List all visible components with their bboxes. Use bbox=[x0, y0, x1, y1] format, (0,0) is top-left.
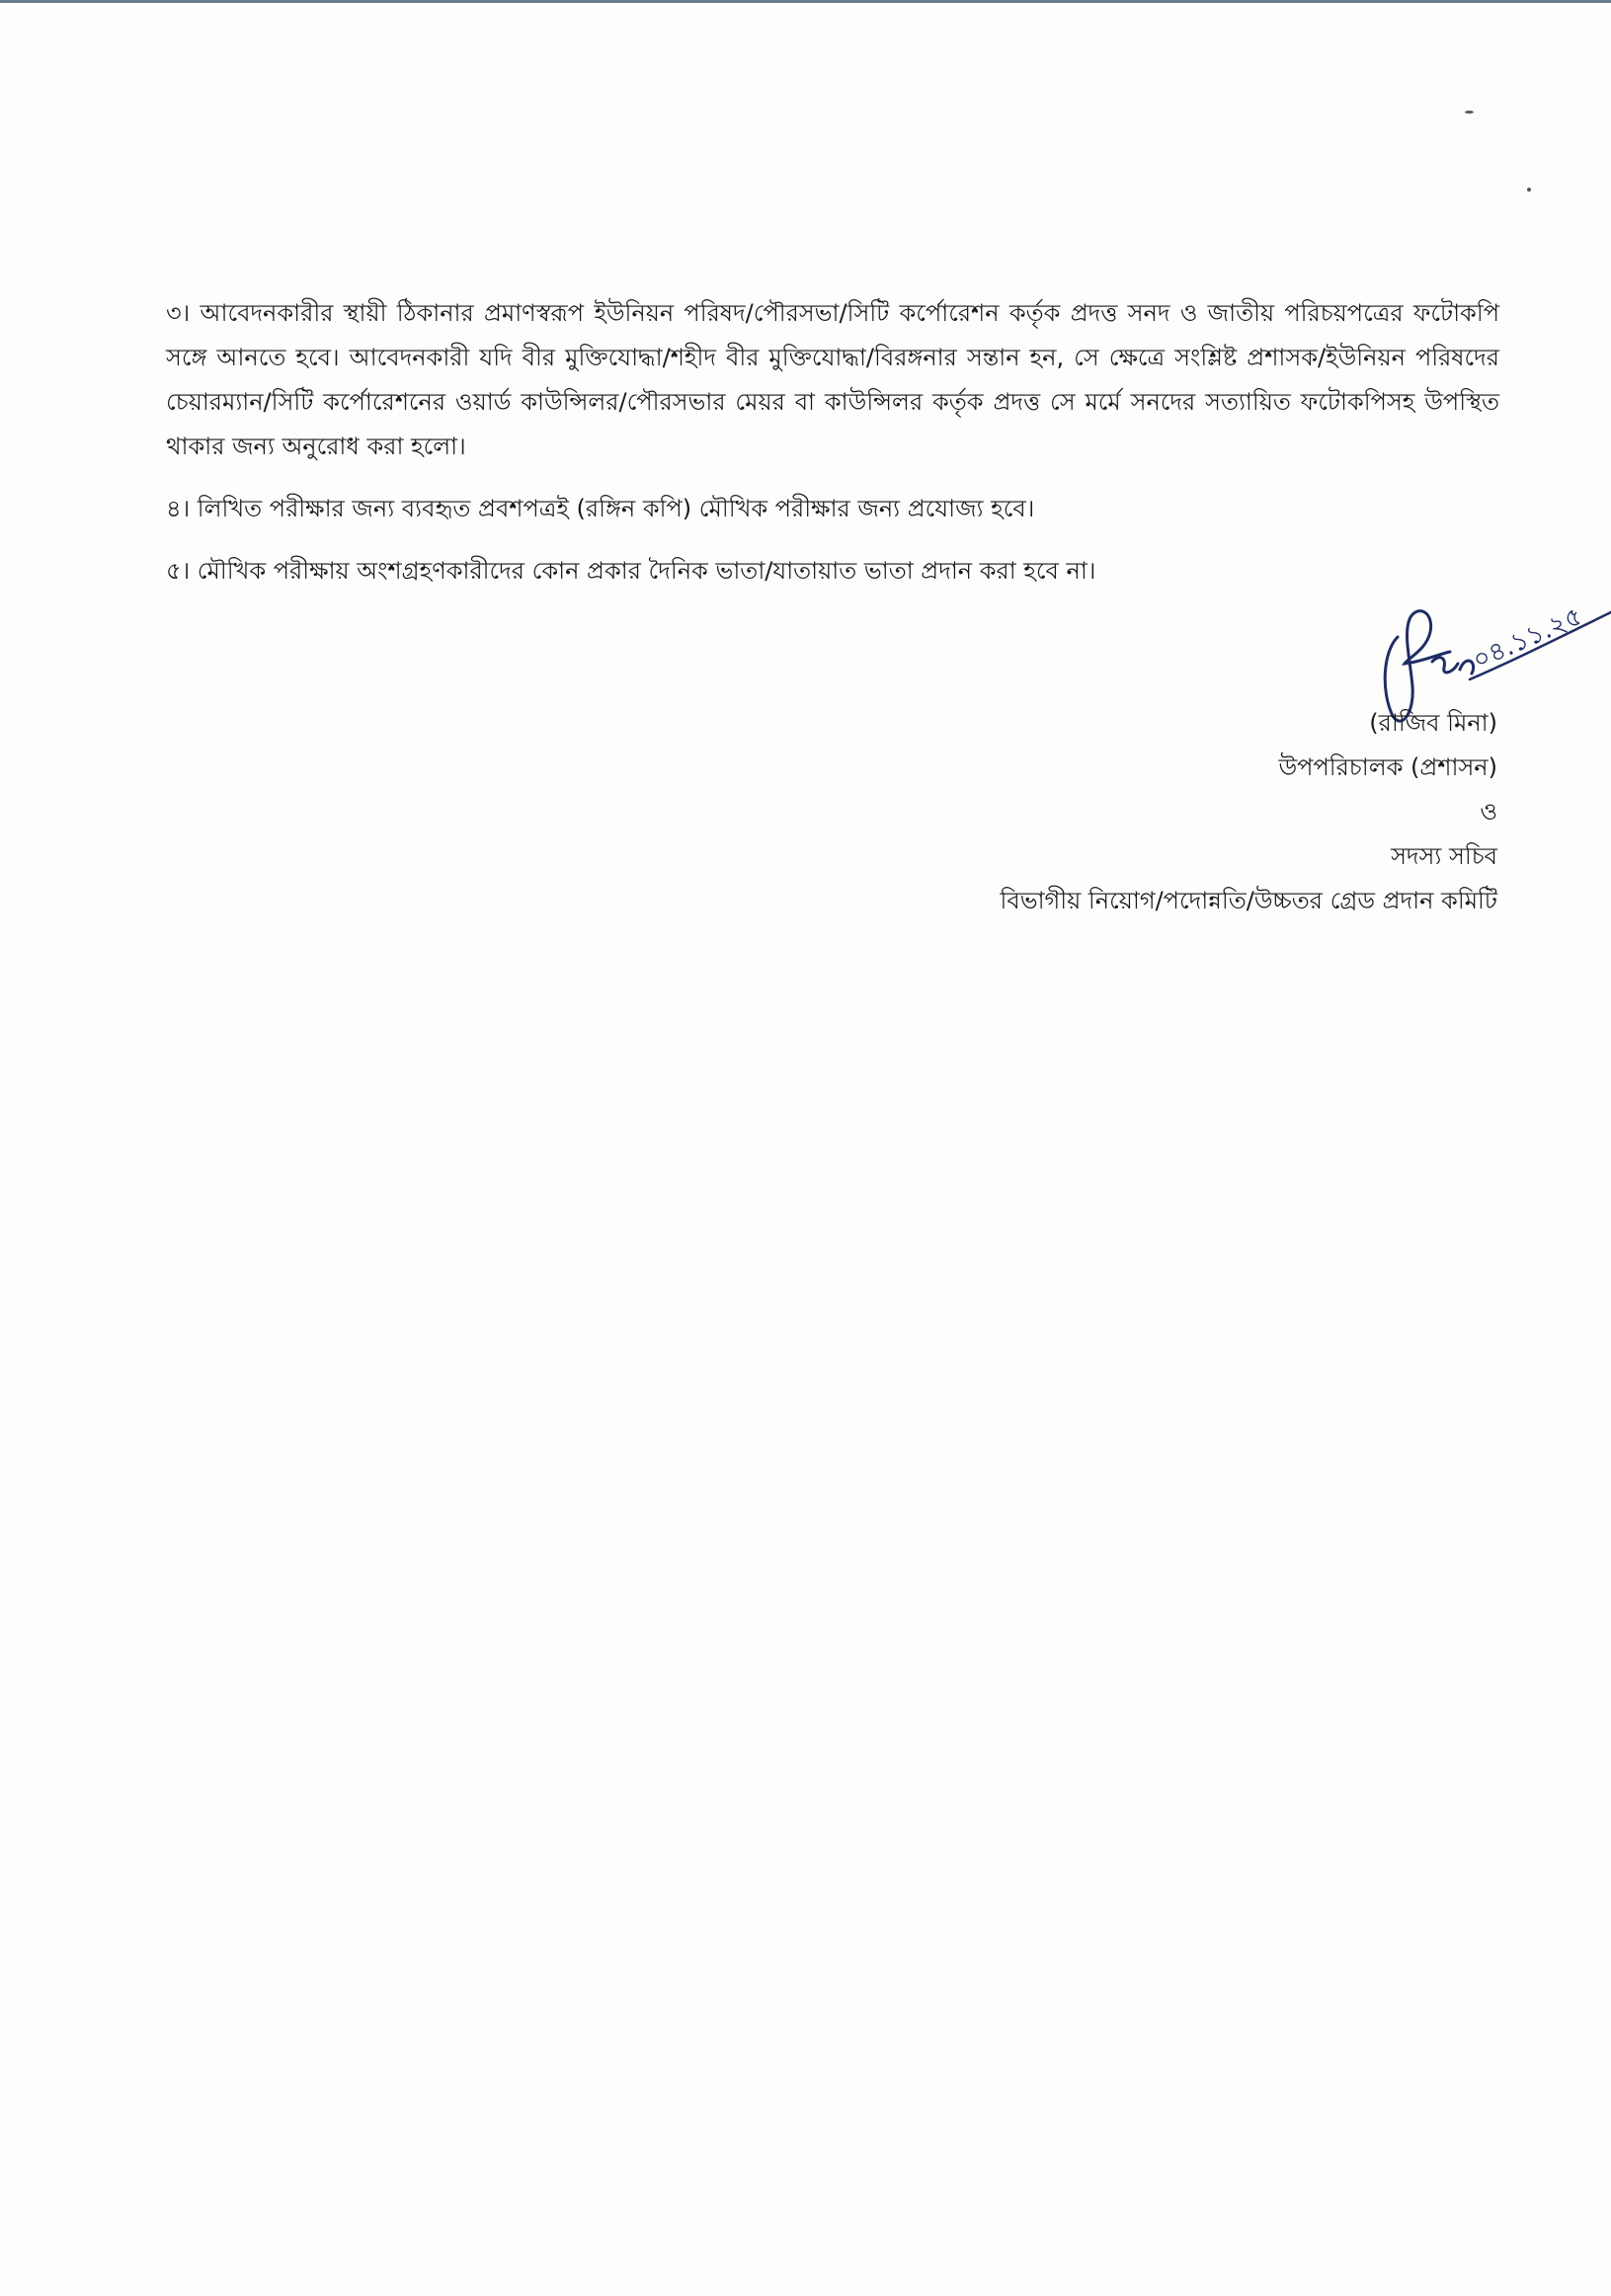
document-body bbox=[166, 291, 1499, 611]
signatory-committee: বিভাগীয় নিয়োগ/পদোন্নতি/উচ্চতর গ্রেড প্রদান কমিটি bbox=[1000, 887, 1497, 914]
signatory-conjunction: ও bbox=[1480, 798, 1497, 826]
signatory-designation: উপপরিচালক (প্রশাসন) bbox=[1278, 753, 1497, 781]
instruction-5: ৫। মৌখিক পরীক্ষায় অংশগ্রহণকারীদের কোন প্রকার দৈনিক ভাতা/যাতায়াত ভাতা প্রদান করা হবে না। bbox=[166, 557, 1096, 585]
scan-speck bbox=[1527, 188, 1531, 192]
signatory-name: (রাজিব মিনা) bbox=[1369, 709, 1497, 737]
scan-speck bbox=[1465, 111, 1474, 114]
signatory-role: সদস্য সচিব bbox=[1391, 842, 1497, 870]
signatory-block bbox=[1000, 701, 1497, 923]
instruction-3: ৩। আবেদনকারীর স্থায়ী ঠিকানার প্রমাণস্বরূপ ইউনিয়ন পরিষদ/পৌরসভা/সিটি কর্পোরেশন কর্তৃক প্রদত্ত সনদ ও জাতীয় পরিচয়পত্রের ফটোকপি সঙ্গে আনতে হবে। আবেদনকারী যদি বীর মুক্তিযোদ্ধা/শহীদ বীর মুক্তিযোদ্ধা/বিরঙ্গনার সন্তান হন, সে ক্ষেত্রে সংশ্লিষ্ট প্রশাসক/ইউনিয়ন পরিষদের চেয়ারম্যান/সিটি কর্পোরেশনের ওয়ার্ড কাউন্সিলর/পৌরসভার মেয়র বা কাউন্সিলর কর্তৃক প্রদত্ত সে মর্মে সনদের সত্যায়িত ফটোকপিসহ উপস্থিত থাকার জন্য অনুরোধ করা হলো। bbox=[166, 299, 1499, 460]
scan-top-edge bbox=[0, 0, 1611, 3]
instruction-4: ৪। লিখিত পরীক্ষার জন্য ব্যবহৃত প্রবশপত্রই (রঙ্গিন কপি) মৌখিক পরীক্ষার জন্য প্রযোজ্য হবে। bbox=[166, 495, 1035, 522]
signature-date: ০৪.১১.২৫ bbox=[1468, 601, 1587, 676]
